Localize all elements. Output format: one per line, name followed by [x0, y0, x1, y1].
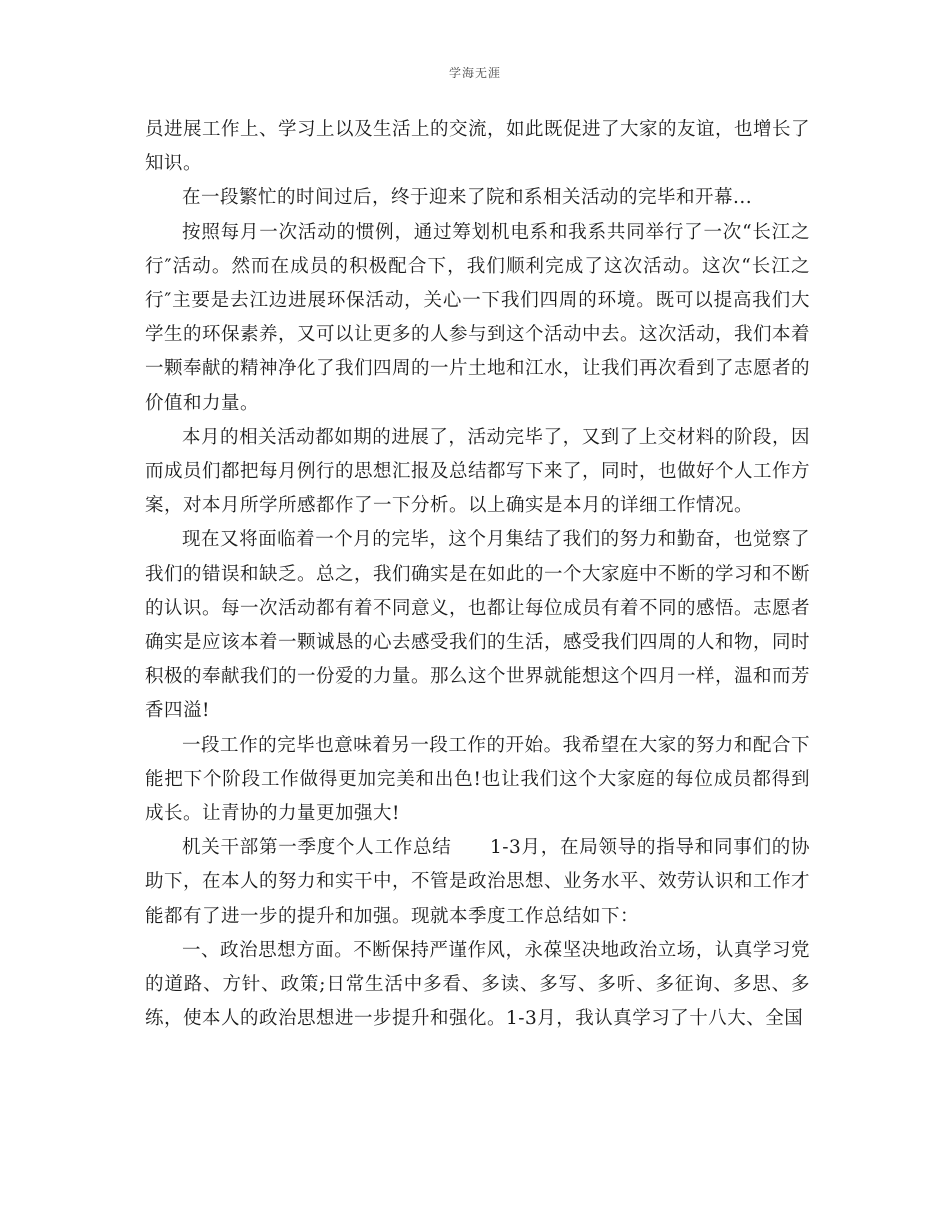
document-body — [145, 113, 810, 1036]
paragraph: 机关干部第一季度个人工作总结 1-3月，在局领导的指导和同事们的协助下，在本人的努力和实干中，不管是政治思想、业务水平、效劳认识和工作才能都有了进一步的提升和加强。现就本季度工作总结如下： — [145, 837, 811, 927]
paragraph: 按照每月一次活动的惯例，通过筹划机电系和我系共同举行了一次“长江之行″活动。然而在成员的积极配合下，我们顺利完成了这次活动。这次“长江之行″主要是去江边进展环保活动，关心一下我们四周的环境。既可以提高我们大学生的环保素养，又可以让更多的人参与到这个活动中去。这次活动，我们本着一颗奉献的精神净化了我们四周的一片土地和江水，让我们再次看到了志愿者的价值和力量。 — [145, 221, 811, 414]
paragraph: 一段工作的完毕也意味着另一段工作的开始。我希望在大家的努力和配合下能把下个阶段工作做得更加完美和出色!也让我们这个大家庭的每位成员都得到成长。让青协的力量更加强大! — [145, 734, 810, 825]
paragraph: 员进展工作上、学习上以及生活上的交流，如此既促进了大家的友谊，也增长了知识。 — [145, 119, 811, 175]
paragraph: 现在又将面临着一个月的完毕，这个月集结了我们的努力和勤奋，也觉察了我们的错误和缺乏。总之，我们确实是在如此的一个大家庭中不断的学习和不断的认识。每一次活动都有着不同意义，也都让每位成员有着不同的感悟。志愿者确实是应该本着一颗诚恳的心去感受我们的生活，感受我们四周的人和物，同时积极的奉献我们的一份爱的力量。那么这个世界就能想这个四月一样，温和而芳香四溢! — [145, 529, 811, 722]
paragraph: 本月的相关活动都如期的进展了，活动完毕了，又到了上交材料的阶段，因而成员们都把每月例行的思想汇报及总结都写下来了，同时，也做好个人工作方案，对本月所学所感都作了一下分析。以上确实是本月的详细工作情况。 — [145, 426, 811, 517]
page-header: 学海无涯 — [448, 66, 501, 80]
paragraph: 一、政治思想方面。不断保持严谨作风，永葆坚决地政治立场，认真学习党的道路、方针、政策;日常生活中多看、多读、多写、多听、多征询、多思、多练，使本人的政治思想进一步提升和强化。1-3月，我认真学习了十八大、全国 — [145, 939, 810, 1030]
paragraph: 在一段繁忙的时间过后，终于迎来了院和系相关活动的完毕和开幕... — [182, 187, 753, 209]
